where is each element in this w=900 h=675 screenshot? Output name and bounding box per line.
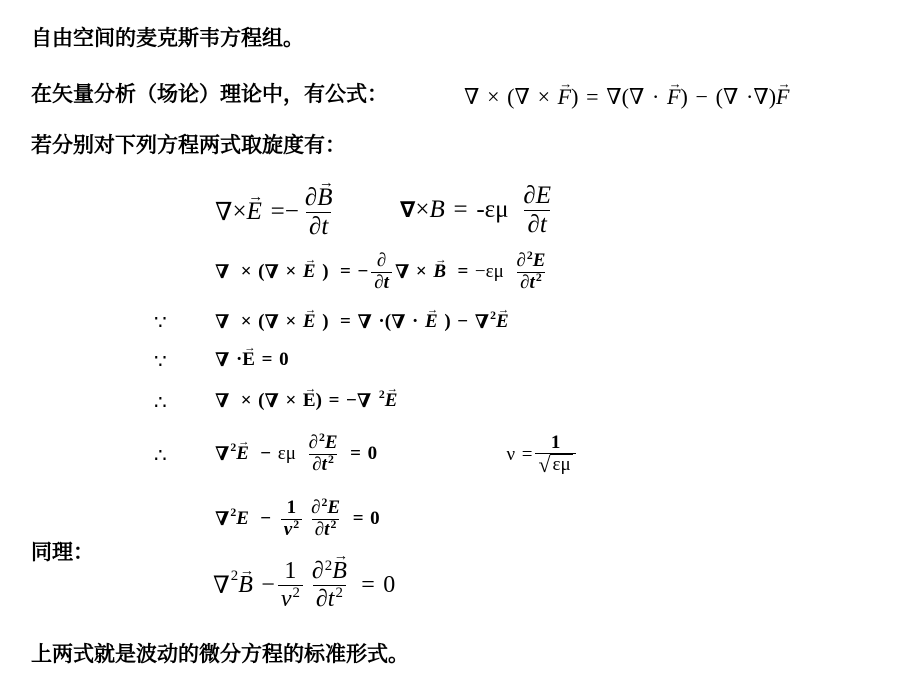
vector-F: → F: [667, 84, 680, 110]
heading-maxwell-equations: 自由空间的麦克斯韦方程组。: [31, 26, 304, 50]
because-symbol: ∵: [154, 310, 167, 334]
conclusion-text: 上两式就是波动的微分方程的标准形式。: [31, 642, 409, 666]
because-symbol: ∵: [154, 349, 167, 373]
vector-identity-formula: ∇ × ( ∇ × → F ) = ∇ ( ∇ · → F ) − ( ∇ · ∇ ) → F: [464, 82, 789, 112]
curl-curl-E-equation: ∇ × ( ∇ × → E ) = − $\frac{\partial}{\partial t}$ ∇ × → B = −εμ $\frac{\partial^2E}{\partial t^2}$: [215, 243, 551, 301]
ampere-equation: ∇ × B = -εμ $\frac{\partial E}{\partial t}$: [400, 176, 557, 244]
therefore-symbol: ∴: [154, 443, 167, 467]
fraction-dB-dt: $\frac{\partial\to B}{\partial t}$: [302, 184, 336, 240]
therefore-symbol: ∴: [154, 390, 167, 414]
velocity-definition: ν = 1 √ εμ: [487, 424, 579, 486]
wave-equation-B: ∇ 2 → B − $\frac{1}{v^2}$ $\frac{\partial^2\to B}{\partial t^2}$ = 0: [213, 552, 395, 618]
curl-curl-identity-E: ∇ × ( ∇ × → E ) = ∇ · ( ∇ · → E ) − ∇ 2 → E: [215, 306, 509, 338]
curl-curl-E-laplacian: ∇ × ( ∇ × → E ) = − ∇ 2 → E: [215, 385, 397, 417]
wave-equation-E: ∇ 2 E − $\frac{1}{v^2}$ $\frac{\partial^2E}{\partial t^2}$ = 0: [215, 496, 380, 540]
divergence-E-zero: ∇ · → E = 0: [215, 344, 289, 376]
similarly-label: 同理：: [31, 540, 94, 564]
vector-F: → F: [558, 84, 571, 110]
wave-equation-E-epsmu: ∇ 2 → E − εμ $\frac{\partial^2E}{\partial t^2}$ = 0: [215, 425, 377, 483]
fraction-dE-dt: $\frac{\partial E}{\partial t}$: [523, 182, 551, 238]
curl-intro: 若分别对下列方程两式取旋度有：: [31, 133, 346, 157]
sqrt-eps-mu: √ εμ: [538, 454, 572, 476]
faraday-equation: ∇ × → E = − $\frac{\partial\to B}{\partial t}$: [215, 180, 338, 244]
vector-identity-intro: 在矢量分析（场论）理论中，有公式：: [31, 82, 388, 106]
vector-F: → F: [776, 84, 789, 110]
